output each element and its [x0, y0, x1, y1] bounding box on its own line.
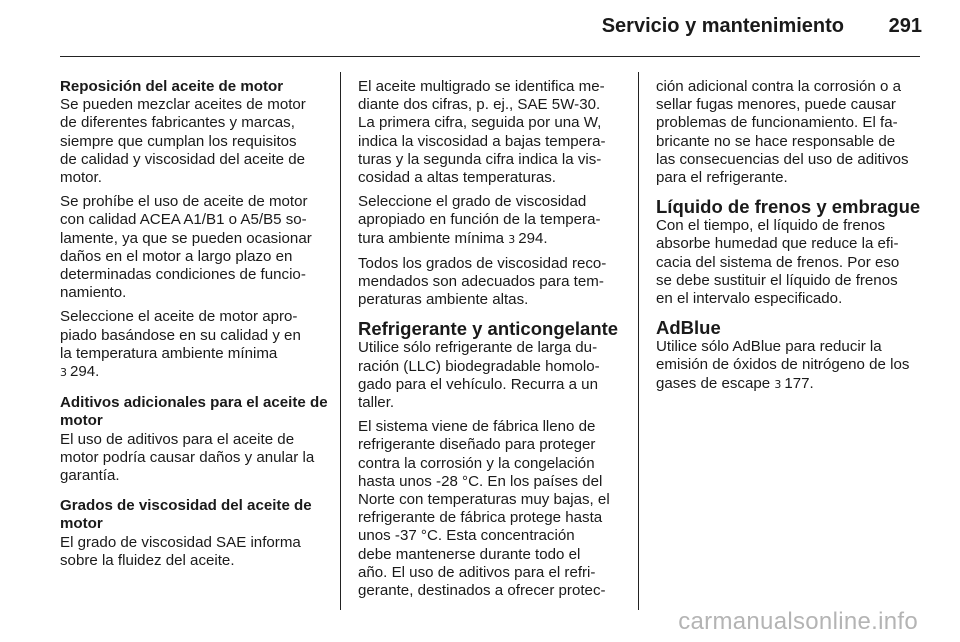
- text-fragment: gases de escape: [656, 374, 771, 392]
- text-line: con calidad ACEA A1/B1 o A5/B5 so-: [60, 211, 307, 229]
- page-reference-link[interactable]: [508, 230, 547, 247]
- text-line: sobre la fluidez del aceite.: [60, 551, 235, 569]
- text-line: motor.: [60, 169, 102, 187]
- text-line: gerante, destinados a ofrecer protec-: [358, 582, 606, 600]
- text-line: apropiado en función de la tempera-: [358, 211, 601, 229]
- text-line: cacia del sistema de frenos. Por eso: [656, 253, 900, 271]
- text-line: cosidad a altas temperaturas.: [358, 169, 557, 187]
- text-line: garantía.: [60, 467, 120, 485]
- text-line: siempre que cumplan los requisitos: [60, 132, 297, 150]
- section-heading: Grados de viscosidad del aceite de: [60, 497, 312, 515]
- section-heading: motor: [60, 515, 103, 533]
- text-line: refrigerante de fábrica protege hasta: [358, 509, 603, 527]
- text-line: ración (LLC) biodegradable homolo-: [358, 357, 600, 375]
- text-line: contra la corrosión y la congelación: [358, 454, 595, 472]
- text-line: Seleccione el aceite de motor apro-: [60, 308, 298, 326]
- text-line: gado para el vehículo. Recurra a un: [358, 375, 598, 393]
- text-fragment: tura ambiente mínima: [358, 229, 504, 247]
- text-line: en el intervalo especificado.: [656, 290, 843, 308]
- text-line: daños en el motor a largo plazo en: [60, 247, 293, 265]
- text-line: unos -37 °C. Esta concentración: [358, 527, 575, 545]
- text-line: debe mantenerse durante todo el: [358, 545, 581, 563]
- text-line: Se prohíbe el uso de aceite de motor: [60, 193, 308, 211]
- section-heading-large: AdBlue: [656, 317, 721, 339]
- header-title: Servicio y mantenimiento: [601, 15, 844, 37]
- text-line: turas y la segunda cifra indica la vis-: [358, 150, 602, 168]
- text-line: peraturas ambiente altas.: [358, 291, 529, 309]
- page-reference-icon: 3: [60, 366, 67, 380]
- page-reference: 294.: [518, 229, 548, 247]
- page-reference: 177.: [784, 374, 814, 392]
- watermark: carmanualsonline.info: [678, 608, 918, 635]
- text-line: sellar fugas menores, puede causar: [656, 96, 896, 114]
- column-divider: [340, 72, 341, 610]
- text-line: refrigerante diseñado para proteger: [358, 436, 596, 454]
- text-line: lamente, ya que se pueden ocasionar: [60, 229, 312, 247]
- text-line: se debe sustituir el líquido de frenos: [656, 271, 898, 289]
- section-heading: motor: [60, 412, 103, 430]
- text-line: para el refrigerante.: [656, 169, 788, 187]
- text-line: absorbe humedad que reduce la efi-: [656, 235, 899, 253]
- text-line: año. El uso de aditivos para el refri-: [358, 563, 596, 581]
- page-number: 291: [888, 15, 922, 37]
- text-line: El grado de viscosidad SAE informa: [60, 533, 301, 551]
- column-divider: [638, 72, 639, 610]
- text-line: Se pueden mezclar aceites de motor: [60, 96, 306, 114]
- text-line: Con el tiempo, el líquido de frenos: [656, 217, 886, 235]
- text-line: Seleccione el grado de viscosidad: [358, 193, 587, 211]
- text-line: problemas de funcionamiento. El fa-: [656, 114, 898, 132]
- page-reference: 294.: [70, 363, 100, 381]
- text-line: las consecuencias del uso de aditivos: [656, 150, 909, 168]
- page-reference-icon: 3: [774, 377, 782, 391]
- header-rule: [60, 56, 920, 57]
- section-heading-large: Refrigerante y anticongelante: [358, 318, 619, 340]
- column-1: [60, 78, 328, 570]
- text-line: taller.: [358, 394, 395, 412]
- page-reference-icon: 3: [508, 232, 516, 246]
- text-line: mendados son adecuados para tem-: [358, 273, 604, 291]
- text-line: Norte con temperaturas muy bajas, el: [358, 491, 610, 509]
- text-line: hasta unos -28 °C. En los países del: [358, 472, 603, 490]
- text-line: emisión de óxidos de nitrógeno de los: [656, 356, 910, 374]
- text-line: [358, 230, 622, 249]
- text-line: Utilice sólo refrigerante de larga du-: [358, 339, 598, 357]
- text-line: El uso de aditivos para el aceite de: [60, 430, 295, 448]
- text-line: El aceite multigrado se identifica me-: [358, 78, 605, 95]
- column-3: [656, 78, 922, 394]
- text-line: Utilice sólo AdBlue para reducir la: [656, 338, 882, 356]
- text-line: namiento.: [60, 284, 127, 302]
- section-heading-large: Líquido de frenos y embrague: [656, 196, 921, 218]
- section-heading: Reposición del aceite de motor: [60, 78, 284, 95]
- text-line: ción adicional contra la corrosión o a: [656, 78, 901, 95]
- text-line: de diferentes fabricantes y marcas,: [60, 114, 295, 132]
- text-line: motor podría causar daños y anular la: [60, 448, 315, 466]
- text-line: [656, 375, 922, 394]
- text-line: de calidad y viscosidad del aceite de: [60, 150, 306, 168]
- text-line: piado basándose en su calidad y en: [60, 326, 301, 344]
- text-line: determinadas condiciones de funcio-: [60, 266, 306, 284]
- column-2: [358, 78, 622, 600]
- text-line: diante dos cifras, p. ej., SAE 5W-30.: [358, 96, 601, 114]
- page-reference-link[interactable]: [60, 363, 324, 382]
- section-heading: Aditivos adicionales para el aceite de: [60, 394, 328, 412]
- text-line: El sistema viene de fábrica lleno de: [358, 418, 596, 436]
- page-reference-link[interactable]: [774, 375, 813, 392]
- text-line: La primera cifra, seguida por una W,: [358, 114, 602, 132]
- text-line: indica la viscosidad a bajas tempera-: [358, 132, 606, 150]
- text-line: Todos los grados de viscosidad reco-: [358, 254, 607, 272]
- text-line: bricante no se hace responsable de: [656, 132, 896, 150]
- text-line: la temperatura ambiente mínima: [60, 344, 278, 362]
